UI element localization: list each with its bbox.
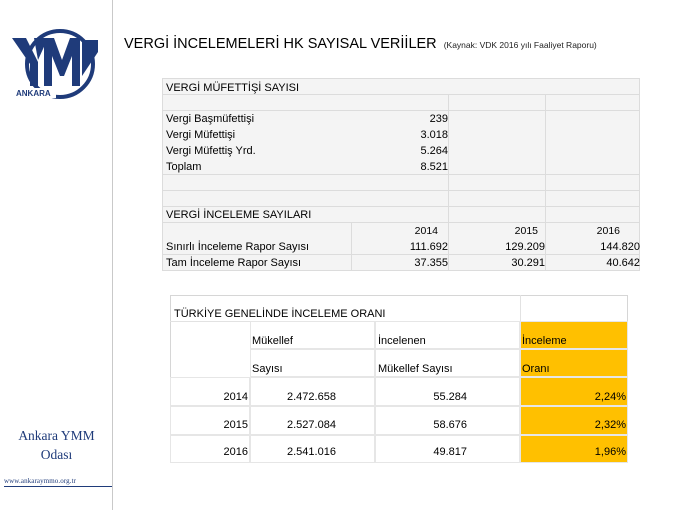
row-year-2014: 2014 — [223, 391, 248, 403]
org-name-line2: Odası — [40, 447, 73, 462]
inceleme-value-1-2016: 40.642 — [606, 257, 640, 269]
inceleme-year-1: 2015 — [514, 225, 538, 237]
row-year-2015: 2015 — [223, 419, 248, 431]
mufettis-value-3: 8.521 — [420, 161, 448, 173]
ymm-logo — [8, 26, 104, 100]
mufettis-heading: VERGİ MÜFETTİŞİ SAYISI — [166, 82, 300, 94]
inceleme-value-0-2014: 111.692 — [409, 241, 448, 253]
mufettis-value-2: 5.264 — [420, 145, 448, 157]
row-incelenen-2014: 55.284 — [433, 391, 467, 403]
row-mukellef-2014: 2.472.658 — [287, 391, 336, 403]
col-oran-line2: Oranı — [522, 363, 550, 375]
row-oran-2014: 2,24% — [594, 391, 626, 403]
row-incelenen-2015: 58.676 — [433, 419, 467, 431]
page-title — [124, 36, 597, 52]
row-oran-2015: 2,32% — [594, 419, 626, 431]
sidebar — [0, 0, 113, 510]
inceleme-value-1-2014: 37.355 — [414, 257, 448, 269]
inceleme-value-0-2015: 129.209 — [505, 241, 545, 253]
mufettis-label-1: Vergi Müfettişi — [166, 129, 236, 141]
mufettis-value-1: 3.018 — [420, 129, 448, 141]
row-incelenen-2016: 49.817 — [433, 446, 467, 458]
mufettis-label-0: Vergi Başmüfettişi — [166, 113, 255, 125]
org-name-line1: Ankara YMM — [18, 428, 95, 443]
title-source: (Kaynak: VDK 2016 yılı Faaliyet Raporu) — [443, 40, 597, 50]
inceleme-value-1-2015: 30.291 — [511, 257, 545, 269]
mufettis-label-2: Vergi Müfettiş Yrd. — [166, 145, 256, 157]
col-incelenen-line2: Mükellef Sayısı — [378, 363, 453, 375]
inceleme-value-0-2016: 144.820 — [600, 241, 640, 253]
inceleme-year-0: 2014 — [414, 225, 438, 237]
mufettis-label-3: Toplam — [166, 161, 202, 173]
mufettis-value-0: 239 — [429, 113, 448, 125]
inceleme-label-0: Sınırlı İnceleme Rapor Sayısı — [166, 241, 310, 253]
title-main: VERGİ İNCELEMELERİ HK SAYISAL VERİİLER — [124, 36, 437, 52]
row-mukellef-2016: 2.541.016 — [287, 446, 336, 458]
inceleme-year-2: 2016 — [596, 225, 620, 237]
col-incelenen-line1: İncelenen — [378, 335, 426, 347]
inceleme-label-1: Tam İnceleme Rapor Sayısı — [166, 257, 302, 269]
inceleme-heading: VERGİ İNCELEME SAYILARI — [166, 209, 312, 221]
logo-text: ANKARA — [16, 89, 51, 98]
col-mukellef-line2: Sayısı — [252, 363, 283, 375]
turkiye-heading: TÜRKİYE GENELİNDE İNCELEME ORANI — [174, 308, 386, 320]
org-website[interactable]: www.ankaraymmo.org.tr — [4, 477, 112, 487]
row-oran-2016: 1,96% — [594, 446, 626, 458]
col-oran-line1: İnceleme — [522, 335, 567, 347]
row-year-2016: 2016 — [223, 446, 248, 458]
row-mukellef-2015: 2.527.084 — [287, 419, 336, 431]
org-name — [0, 426, 113, 464]
col-mukellef-line1: Mükellef — [252, 335, 293, 347]
